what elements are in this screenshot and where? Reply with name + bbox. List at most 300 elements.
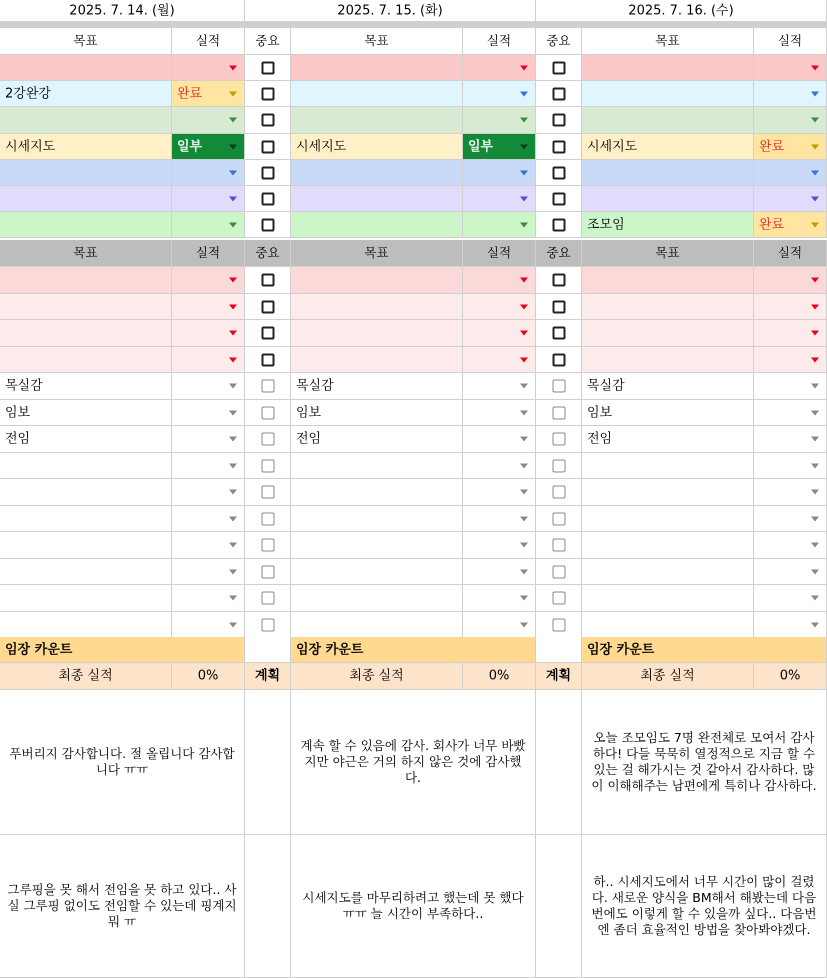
result-dropdown[interactable]: [463, 81, 536, 107]
checkbox-icon[interactable]: [552, 327, 565, 340]
goal-cell[interactable]: [291, 212, 463, 238]
dropdown-arrow-icon[interactable]: [229, 91, 237, 96]
column-header-label: 목표: [655, 244, 680, 260]
gratitude-note[interactable]: [0, 690, 245, 835]
result-dropdown[interactable]: [463, 400, 536, 426]
goal-cell[interactable]: [0, 107, 172, 134]
goal-cell[interactable]: [291, 347, 463, 373]
goal-cell[interactable]: [291, 373, 463, 400]
goal-cell[interactable]: [291, 612, 463, 638]
importance-cell[interactable]: [536, 294, 582, 320]
importance-cell[interactable]: [245, 320, 291, 347]
goal-cell[interactable]: [291, 55, 463, 81]
dropdown-arrow-icon[interactable]: [229, 490, 237, 495]
goal-row: [0, 160, 827, 186]
goal-cell[interactable]: [582, 294, 754, 320]
importance-cell[interactable]: [245, 612, 291, 638]
goal-cell[interactable]: [291, 559, 463, 585]
result-dropdown[interactable]: [463, 479, 536, 506]
checkbox-icon[interactable]: [552, 140, 565, 153]
result-dropdown[interactable]: [754, 426, 827, 453]
result-dropdown[interactable]: [754, 294, 827, 320]
result-dropdown[interactable]: [754, 81, 827, 107]
result-dropdown[interactable]: [172, 585, 245, 612]
goal-cell[interactable]: [291, 506, 463, 532]
goal-cell[interactable]: [0, 81, 172, 107]
importance-cell[interactable]: [536, 373, 582, 400]
result-dropdown[interactable]: [172, 134, 245, 160]
dropdown-arrow-icon[interactable]: [229, 543, 237, 548]
dropdown-arrow-icon[interactable]: [520, 569, 528, 574]
goal-cell[interactable]: [582, 506, 754, 532]
task-row: [0, 532, 827, 559]
goal-cell[interactable]: [582, 426, 754, 453]
gratitude-note[interactable]: [582, 690, 827, 835]
dropdown-arrow-icon[interactable]: [520, 516, 528, 521]
task-row: [0, 267, 827, 294]
checkbox-icon[interactable]: [552, 459, 565, 472]
result-dropdown[interactable]: [754, 134, 827, 160]
result-dropdown[interactable]: [463, 267, 536, 294]
checkbox-icon[interactable]: [261, 327, 274, 340]
result-dropdown[interactable]: [172, 532, 245, 559]
result-dropdown[interactable]: [172, 347, 245, 373]
importance-cell[interactable]: [536, 347, 582, 373]
dropdown-arrow-icon[interactable]: [520, 278, 528, 283]
goal-cell[interactable]: [291, 186, 463, 212]
importance-cell[interactable]: [245, 347, 291, 373]
goal-cell[interactable]: [291, 320, 463, 347]
column-header-goal: [0, 240, 172, 267]
goal-cell[interactable]: [291, 453, 463, 479]
goal-cell[interactable]: [0, 426, 172, 453]
result-dropdown[interactable]: [172, 559, 245, 585]
dropdown-arrow-icon[interactable]: [811, 304, 819, 309]
importance-cell[interactable]: [245, 585, 291, 612]
goal-cell[interactable]: [291, 532, 463, 559]
importance-cell[interactable]: [536, 160, 582, 186]
task-row: [0, 426, 827, 453]
dropdown-arrow-icon[interactable]: [811, 331, 819, 336]
goal-cell[interactable]: [0, 506, 172, 532]
goal-cell[interactable]: [582, 400, 754, 426]
note-spacer: [245, 835, 291, 978]
dropdown-arrow-icon[interactable]: [229, 118, 237, 123]
goal-cell[interactable]: [582, 373, 754, 400]
dropdown-arrow-icon[interactable]: [229, 596, 237, 601]
checkbox-icon[interactable]: [261, 406, 274, 419]
checkbox-icon[interactable]: [261, 459, 274, 472]
dropdown-arrow-icon[interactable]: [520, 170, 528, 175]
result-dropdown[interactable]: [463, 107, 536, 134]
dropdown-arrow-icon[interactable]: [229, 357, 237, 362]
importance-cell[interactable]: [536, 559, 582, 585]
dropdown-arrow-icon[interactable]: [811, 65, 819, 70]
goal-cell[interactable]: [291, 426, 463, 453]
goal-cell[interactable]: [582, 479, 754, 506]
note-spacer: [536, 690, 582, 835]
goal-cell[interactable]: [582, 532, 754, 559]
goal-cell[interactable]: [582, 347, 754, 373]
importance-cell[interactable]: [245, 559, 291, 585]
importance-cell[interactable]: [536, 320, 582, 347]
checkbox-icon[interactable]: [552, 166, 565, 179]
result-dropdown[interactable]: [754, 320, 827, 347]
goal-cell[interactable]: [582, 212, 754, 238]
dropdown-arrow-icon[interactable]: [520, 331, 528, 336]
checkbox-icon[interactable]: [261, 539, 274, 552]
checkbox-icon[interactable]: [552, 192, 565, 205]
result-dropdown[interactable]: [754, 55, 827, 81]
goal-cell[interactable]: [0, 55, 172, 81]
dropdown-arrow-icon[interactable]: [520, 490, 528, 495]
checkbox-icon[interactable]: [261, 565, 274, 578]
importance-cell[interactable]: [245, 160, 291, 186]
importance-cell[interactable]: [245, 532, 291, 559]
goal-cell[interactable]: [582, 134, 754, 160]
dropdown-arrow-icon[interactable]: [520, 304, 528, 309]
importance-cell[interactable]: [536, 212, 582, 238]
importance-cell[interactable]: [536, 107, 582, 134]
importance-cell[interactable]: [536, 81, 582, 107]
goal-cell[interactable]: [0, 186, 172, 212]
result-dropdown[interactable]: [172, 55, 245, 81]
result-dropdown[interactable]: [463, 55, 536, 81]
checkbox-icon[interactable]: [261, 140, 274, 153]
checkbox-icon[interactable]: [261, 218, 274, 231]
importance-cell[interactable]: [536, 453, 582, 479]
checkbox-icon[interactable]: [552, 61, 565, 74]
goal-cell[interactable]: [0, 267, 172, 294]
checkbox-icon[interactable]: [261, 512, 274, 525]
result-dropdown[interactable]: [754, 347, 827, 373]
checkbox-icon[interactable]: [261, 300, 274, 313]
dropdown-arrow-icon[interactable]: [229, 144, 237, 149]
result-dropdown[interactable]: [463, 506, 536, 532]
result-dropdown[interactable]: [172, 506, 245, 532]
goal-cell[interactable]: [291, 294, 463, 320]
dropdown-arrow-icon[interactable]: [520, 622, 528, 627]
checkbox-icon[interactable]: [261, 486, 274, 499]
goal-cell[interactable]: [0, 347, 172, 373]
count-label: 임장 카운트: [5, 642, 73, 657]
goal-row: [0, 186, 827, 212]
importance-cell[interactable]: [536, 426, 582, 453]
gratitude-note[interactable]: [291, 690, 536, 835]
dropdown-arrow-icon[interactable]: [811, 118, 819, 123]
result-dropdown[interactable]: [463, 612, 536, 638]
dropdown-arrow-icon[interactable]: [520, 463, 528, 468]
result-dropdown[interactable]: [463, 347, 536, 373]
dropdown-arrow-icon[interactable]: [229, 278, 237, 283]
result-dropdown[interactable]: [754, 267, 827, 294]
dropdown-arrow-icon[interactable]: [229, 437, 237, 442]
checkbox-icon[interactable]: [552, 380, 565, 393]
importance-cell[interactable]: [245, 212, 291, 238]
dropdown-arrow-icon[interactable]: [229, 331, 237, 336]
goal-cell[interactable]: [582, 559, 754, 585]
dropdown-arrow-icon[interactable]: [520, 196, 528, 201]
dropdown-arrow-icon[interactable]: [520, 596, 528, 601]
importance-cell[interactable]: [536, 532, 582, 559]
dropdown-arrow-icon[interactable]: [811, 490, 819, 495]
dropdown-arrow-icon[interactable]: [811, 91, 819, 96]
dropdown-arrow-icon[interactable]: [811, 569, 819, 574]
checkbox-icon[interactable]: [261, 618, 274, 631]
result-dropdown[interactable]: [754, 612, 827, 638]
dropdown-arrow-icon[interactable]: [229, 622, 237, 627]
importance-cell[interactable]: [245, 373, 291, 400]
goal-cell[interactable]: [291, 479, 463, 506]
result-dropdown[interactable]: [463, 212, 536, 238]
result-dropdown[interactable]: [172, 400, 245, 426]
goal-cell[interactable]: [582, 160, 754, 186]
importance-cell[interactable]: [245, 107, 291, 134]
result-dropdown[interactable]: [754, 373, 827, 400]
checkbox-icon[interactable]: [552, 87, 565, 100]
dropdown-arrow-icon[interactable]: [520, 118, 528, 123]
importance-cell[interactable]: [245, 55, 291, 81]
goal-cell[interactable]: [291, 107, 463, 134]
dropdown-arrow-icon[interactable]: [520, 65, 528, 70]
result-dropdown[interactable]: [172, 320, 245, 347]
goal-cell[interactable]: [582, 107, 754, 134]
importance-cell[interactable]: [245, 134, 291, 160]
dropdown-arrow-icon[interactable]: [811, 357, 819, 362]
goal-cell[interactable]: [0, 134, 172, 160]
result-dropdown[interactable]: [172, 294, 245, 320]
dropdown-arrow-icon[interactable]: [229, 463, 237, 468]
dropdown-arrow-icon[interactable]: [229, 65, 237, 70]
goal-cell[interactable]: [0, 453, 172, 479]
dropdown-arrow-icon[interactable]: [520, 543, 528, 548]
dropdown-arrow-icon[interactable]: [229, 516, 237, 521]
gratitude-note-text: 오늘 조모임도 7명 완전체로 모여서 감사하다! 다들 묵묵히 열정적으로 지금 할 수 있는 걸 해가시는 것 같아서 감사하다. 많이 이해해주는 남편에게 특히나 감사하다.: [591, 730, 817, 793]
dropdown-arrow-icon[interactable]: [811, 278, 819, 283]
result-dropdown[interactable]: [463, 453, 536, 479]
result-dropdown[interactable]: [463, 532, 536, 559]
result-dropdown[interactable]: [172, 81, 245, 107]
dropdown-arrow-icon[interactable]: [811, 543, 819, 548]
goal-cell[interactable]: [0, 373, 172, 400]
result-dropdown[interactable]: [754, 400, 827, 426]
goal-cell[interactable]: [291, 400, 463, 426]
importance-cell[interactable]: [536, 400, 582, 426]
importance-cell[interactable]: [245, 426, 291, 453]
importance-cell[interactable]: [245, 294, 291, 320]
goal-cell[interactable]: [582, 320, 754, 347]
result-dropdown[interactable]: [463, 294, 536, 320]
checkbox-icon[interactable]: [552, 565, 565, 578]
reflection-note[interactable]: [582, 835, 827, 978]
dropdown-arrow-icon[interactable]: [229, 222, 237, 227]
dropdown-arrow-icon[interactable]: [811, 463, 819, 468]
result-dropdown[interactable]: [463, 585, 536, 612]
importance-cell[interactable]: [245, 506, 291, 532]
goal-text: 전임: [5, 431, 31, 447]
dropdown-arrow-icon[interactable]: [229, 384, 237, 389]
goal-cell[interactable]: [291, 134, 463, 160]
importance-cell[interactable]: [245, 81, 291, 107]
goal-cell[interactable]: [0, 320, 172, 347]
result-dropdown[interactable]: [172, 479, 245, 506]
dropdown-arrow-icon[interactable]: [520, 144, 528, 149]
column-header-label: 실적: [777, 32, 803, 48]
result-dropdown[interactable]: [172, 612, 245, 638]
result-dropdown[interactable]: [172, 186, 245, 212]
result-dropdown[interactable]: [754, 506, 827, 532]
importance-cell[interactable]: [536, 267, 582, 294]
importance-cell[interactable]: [536, 186, 582, 212]
checkbox-icon[interactable]: [261, 114, 274, 127]
goal-cell[interactable]: [582, 186, 754, 212]
result-dropdown[interactable]: [463, 134, 536, 160]
result-dropdown[interactable]: [463, 559, 536, 585]
dropdown-arrow-icon[interactable]: [811, 437, 819, 442]
importance-cell[interactable]: [536, 612, 582, 638]
result-dropdown[interactable]: [463, 160, 536, 186]
column-header-result: [754, 240, 827, 267]
result-dropdown[interactable]: [754, 559, 827, 585]
reflection-note[interactable]: [291, 835, 536, 978]
importance-cell[interactable]: [245, 400, 291, 426]
reflection-note-text: 하.. 시세지도에서 너무 시간이 많이 걸렸다. 새로운 양식을 BM해서 해봤는데 다음 번에도 이렇게 할 수 있을까 싶다.. 다음번엔 좀더 효율적인 방법을 찾아봐야겠다.: [591, 874, 817, 937]
result-value: 완료: [759, 217, 785, 232]
result-dropdown[interactable]: [754, 532, 827, 559]
importance-cell[interactable]: [536, 506, 582, 532]
goal-cell[interactable]: [0, 585, 172, 612]
dropdown-arrow-icon[interactable]: [811, 384, 819, 389]
dropdown-arrow-icon[interactable]: [229, 196, 237, 201]
column-header-label: 중요: [546, 244, 571, 260]
dropdown-arrow-icon[interactable]: [811, 516, 819, 521]
goal-cell[interactable]: [291, 160, 463, 186]
importance-cell[interactable]: [536, 585, 582, 612]
goal-cell[interactable]: [291, 81, 463, 107]
checkbox-icon[interactable]: [261, 274, 274, 287]
checkbox-icon[interactable]: [552, 433, 565, 446]
checkbox-icon[interactable]: [552, 592, 565, 605]
goal-cell[interactable]: [0, 400, 172, 426]
dropdown-arrow-icon[interactable]: [520, 222, 528, 227]
goal-cell[interactable]: [0, 294, 172, 320]
result-dropdown[interactable]: [172, 373, 245, 400]
checkbox-icon[interactable]: [552, 353, 565, 366]
checkbox-icon[interactable]: [261, 192, 274, 205]
reflection-note[interactable]: [0, 835, 245, 978]
checkbox-icon[interactable]: [261, 380, 274, 393]
goal-cell[interactable]: [291, 585, 463, 612]
checkbox-icon[interactable]: [261, 353, 274, 366]
result-dropdown[interactable]: [172, 453, 245, 479]
checkbox-icon[interactable]: [552, 406, 565, 419]
dropdown-arrow-icon[interactable]: [229, 410, 237, 415]
result-dropdown[interactable]: [463, 426, 536, 453]
checkbox-icon[interactable]: [261, 166, 274, 179]
importance-cell[interactable]: [536, 134, 582, 160]
goal-cell[interactable]: [582, 585, 754, 612]
result-dropdown[interactable]: [463, 320, 536, 347]
dropdown-arrow-icon[interactable]: [229, 170, 237, 175]
checkbox-icon[interactable]: [261, 61, 274, 74]
result-dropdown[interactable]: [172, 107, 245, 134]
column-header-label: 목표: [73, 244, 98, 260]
dropdown-arrow-icon[interactable]: [811, 144, 819, 149]
goal-cell[interactable]: [0, 479, 172, 506]
checkbox-icon[interactable]: [552, 274, 565, 287]
importance-cell[interactable]: [536, 55, 582, 81]
dropdown-arrow-icon[interactable]: [520, 437, 528, 442]
checkbox-icon[interactable]: [552, 218, 565, 231]
result-dropdown[interactable]: [172, 212, 245, 238]
goal-cell[interactable]: [582, 55, 754, 81]
dropdown-arrow-icon[interactable]: [520, 357, 528, 362]
result-dropdown[interactable]: [754, 453, 827, 479]
importance-cell[interactable]: [245, 479, 291, 506]
goal-cell[interactable]: [582, 81, 754, 107]
result-dropdown[interactable]: [754, 585, 827, 612]
column-header-label: 중요: [255, 244, 280, 260]
checkbox-icon[interactable]: [261, 592, 274, 605]
checkbox-icon[interactable]: [261, 433, 274, 446]
checkbox-icon[interactable]: [552, 486, 565, 499]
dropdown-arrow-icon[interactable]: [811, 196, 819, 201]
importance-cell[interactable]: [245, 453, 291, 479]
goal-cell[interactable]: [0, 559, 172, 585]
dropdown-arrow-icon[interactable]: [811, 222, 819, 227]
dropdown-arrow-icon[interactable]: [229, 569, 237, 574]
goal-cell[interactable]: [582, 453, 754, 479]
dropdown-arrow-icon[interactable]: [520, 91, 528, 96]
checkbox-icon[interactable]: [552, 300, 565, 313]
dropdown-arrow-icon[interactable]: [520, 410, 528, 415]
result-dropdown[interactable]: [172, 160, 245, 186]
goal-row: [0, 134, 827, 160]
dropdown-arrow-icon[interactable]: [229, 304, 237, 309]
goal-cell[interactable]: [582, 267, 754, 294]
importance-cell[interactable]: [245, 186, 291, 212]
dropdown-arrow-icon[interactable]: [520, 384, 528, 389]
dropdown-arrow-icon[interactable]: [811, 410, 819, 415]
importance-cell[interactable]: [536, 479, 582, 506]
goal-cell[interactable]: [0, 612, 172, 638]
checkbox-icon[interactable]: [261, 87, 274, 100]
result-dropdown[interactable]: [754, 479, 827, 506]
result-dropdown[interactable]: [172, 426, 245, 453]
result-dropdown[interactable]: [754, 212, 827, 238]
result-dropdown[interactable]: [463, 373, 536, 400]
dropdown-arrow-icon[interactable]: [811, 170, 819, 175]
dropdown-arrow-icon[interactable]: [811, 596, 819, 601]
goal-cell[interactable]: [0, 212, 172, 238]
checkbox-icon[interactable]: [552, 539, 565, 552]
checkbox-icon[interactable]: [552, 512, 565, 525]
result-dropdown[interactable]: [754, 160, 827, 186]
final-result-value: [172, 663, 245, 690]
importance-cell[interactable]: [245, 267, 291, 294]
result-dropdown[interactable]: [754, 186, 827, 212]
result-dropdown[interactable]: [172, 267, 245, 294]
checkbox-icon[interactable]: [552, 618, 565, 631]
goal-cell[interactable]: [0, 532, 172, 559]
checkbox-icon[interactable]: [552, 114, 565, 127]
goal-cell[interactable]: [0, 160, 172, 186]
result-dropdown[interactable]: [754, 107, 827, 134]
result-dropdown[interactable]: [463, 186, 536, 212]
dropdown-arrow-icon[interactable]: [811, 622, 819, 627]
goal-cell[interactable]: [291, 267, 463, 294]
goal-cell[interactable]: [582, 612, 754, 638]
